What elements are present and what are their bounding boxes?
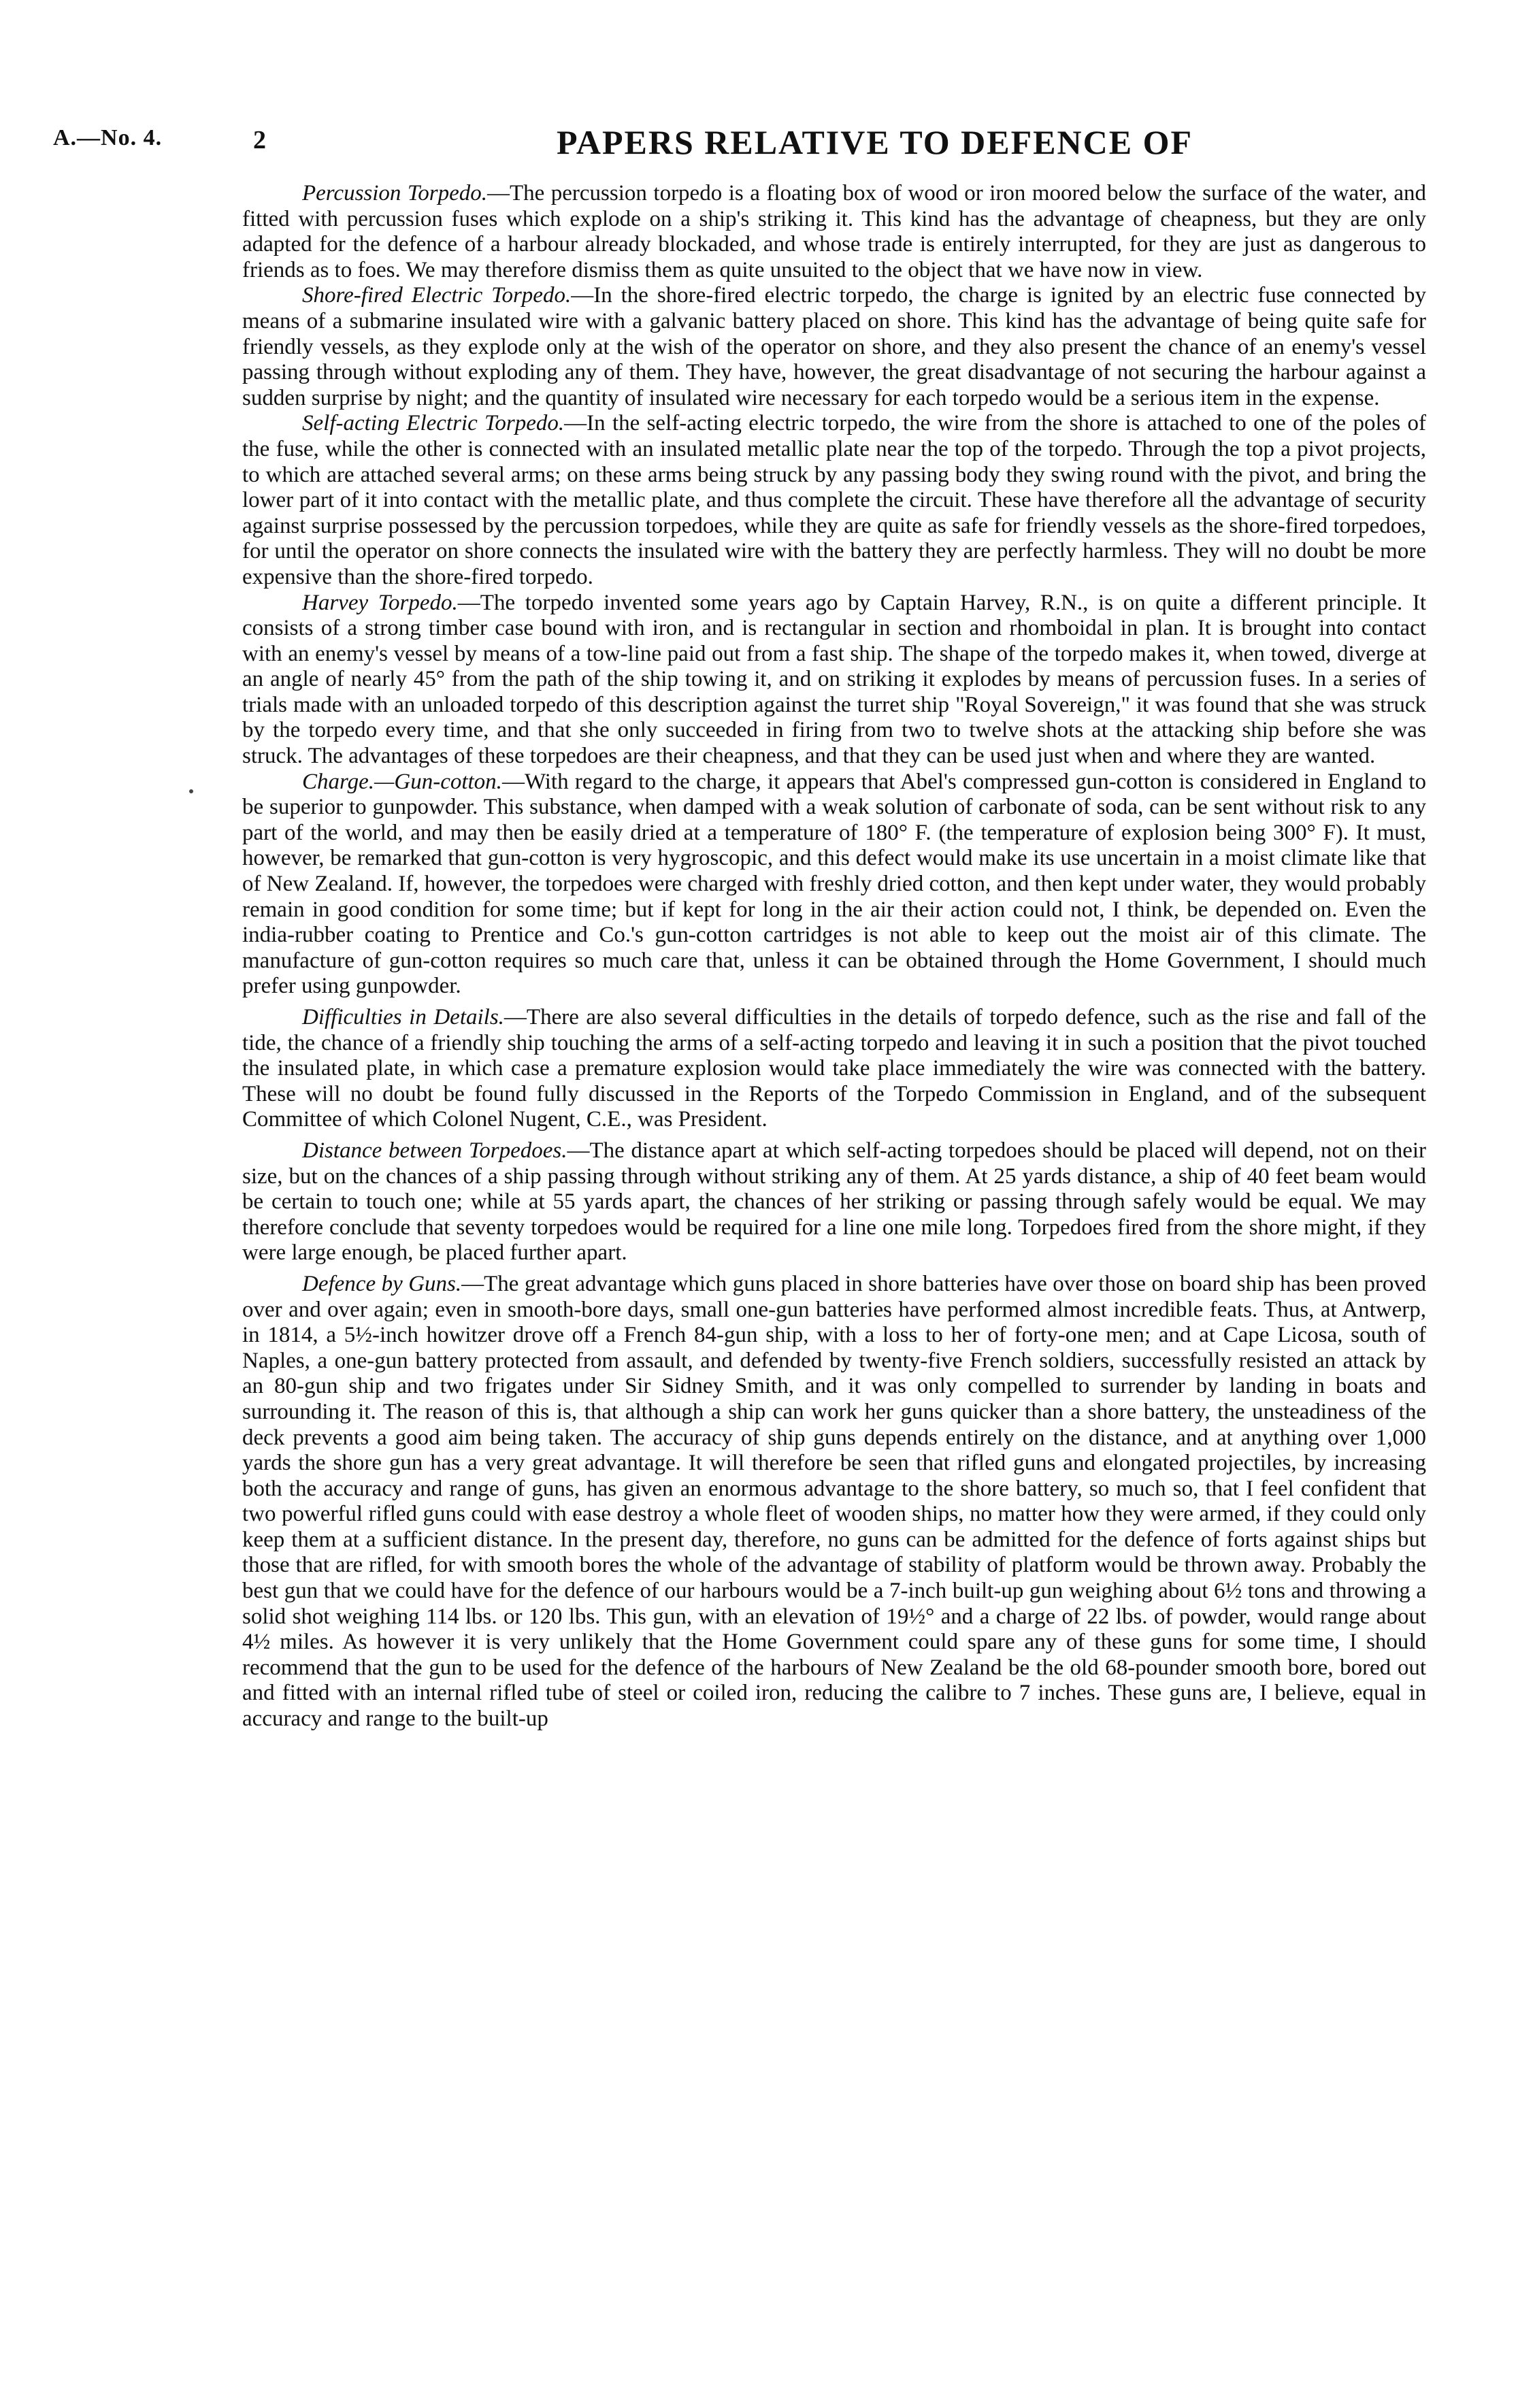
body-text [242, 181, 1426, 1732]
paragraph-text: —In the self-acting electric torpedo, the wire from the shore is attached to one of the poles of the fuse, while the other is connected with an insulated metallic plate near the top of the torpedo. Through the top a pivot projects, to which are attached several arms; on these arms being struck by any passing body they swing round with the pivot, and bring the lower part of it into contact with the metallic plate, and thus complete the circuit. These have therefore all the advantage of security against surprise possessed by the percussion torpedoes, while they are quite as safe for friendly vessels as the shore-fired torpedoes, for until the operator on shore connects the insulated wire with the battery they are perfectly harmless. They will no doubt be more expensive than the shore-fired torpedo. [242, 411, 1426, 589]
paragraph-distance-between-torpedoes [242, 1138, 1426, 1266]
paragraph-text: —In the shore-fired electric torpedo, the charge is ignited by an electric fuse connected by means of a submarine insulated wire with a galvanic battery placed on shore. This kind has the advantage of being quite safe for friendly vessels, as they explode only at the wish of the operator on shore, and they also present the chance of an enemy's vessel passing through without exploding any of them. They have, however, the great disadvantage of not securing the harbour against a sudden surprise by night; and the quantity of insulated wire necessary for each torpedo would be a serious item in the expense. [242, 283, 1426, 410]
paragraph-heading: Defence by Guns. [302, 1271, 462, 1296]
margin-mark [189, 789, 193, 793]
paragraph-self-acting-torpedo [242, 411, 1426, 590]
paragraph-text: —The distance apart at which self-acting torpedoes should be placed will depend, not on their size, but on the chances of a ship passing through without striking any of them. At 25 yards distance, a ship of 40 feet beam would be certain to touch one; while at 55 yards apart, the chances of her striking or passing through safely would be equal. We may therefore conclude that seventy torpedoes would be required for a line one mile long. Torpedoes fired from the shore might, if they were large enough, be placed further apart. [242, 1138, 1426, 1266]
paragraph-text: —The percussion torpedo is a floating box of wood or iron moored below the surface of the water, and fitted with percussion fuses which explode on a ship's striking it. This kind has the advantage of cheapness, but they are only adapted for the defence of a harbour already blockaded, and whose trade is entirely interrupted, for they are just as dangerous to friends as to foes. We may therefore dismiss them as quite unsuited to the object that we have now in view. [242, 181, 1426, 282]
paragraph-shore-fired-torpedo [242, 283, 1426, 411]
paragraph-text: —The great advantage which guns placed in shore batteries have over those on board ship has been proved over and over again; even in smooth-bore days, small one-gun batteries have performed almost incredible feats. Thus, at Antwerp, in 1814, a 5½-inch howitzer drove off a French 84-gun ship, with a loss to her of forty-one men; and at Cape Licosa, south of Naples, a one-gun battery protected from assault, and defended by twenty-five French soldiers, successfully resisted an attack by an 80-gun ship and two frigates under Sir Sidney Smith, and it was only compelled to surrender by landing in boats and surrounding it. The reason of this is, that although a ship can work her guns quicker than a shore battery, the unsteadiness of the deck prevents a good aim being taken. The accuracy of ship guns depends entirely on the distance, and at anything over 1,000 yards the shore gun has a very great advantage. It will therefore be seen that rifled guns and elongated projectiles, by increasing both the accuracy and range of guns, has given an enormous advantage to the shore battery, so much so, that I feel confident that two powerful rifled guns could with ease destroy a whole fleet of wooden ships, no matter how they were armed, if they could only keep them at a sufficient distance. In the present day, therefore, no guns can be admitted for the defence of forts against ships but those that are rifled, for with smooth bores the whole of the advantage of stability of platform would be thrown away. Probably the best gun that we could have for the defence of our harbours would be a 7-inch built-up gun weighing about 6½ tons and throwing a solid shot weighing 114 lbs. or 120 lbs. This gun, with an elevation of 19½° and a charge of 22 lbs. of powder, would range about 4½ miles. As however it is very unlikely that the Home Government could spare any of these guns for some time, I should recommend that the gun to be used for the defence of the harbours of New Zealand be the old 68-pounder smooth bore, bored out and fitted with an internal rifled tube of steel or coiled iron, reducing the calibre to 7 inches. These guns are, I believe, equal in accuracy and range to the built-up [242, 1271, 1426, 1732]
paragraph-heading: Harvey Torpedo. [302, 590, 458, 615]
paragraph-charge-gun-cotton [242, 770, 1426, 1000]
paragraph-text: —With regard to the charge, it appears that Abel's compressed gun-cotton is considered in England to be superior to gunpowder. This substance, when damped with a weak solution of carbonate of soda, can be sent without risk to any part of the world, and may then be easily dried at a temperature of 180° F. (the temperature of explosion being 300° F). It must, however, be remarked that gun-cotton is very hygroscopic, and this defect would make its use uncertain in a moist climate like that of New Zealand. If, however, the torpedoes were charged with freshly dried cotton, and then kept under water, they would probably remain in good condition for some time; but if kept for long in the air their action could not, I think, be depended on. Even the india-rubber coating to Prentice and Co.'s gun-cotton cartridges is not able to keep out the moist air of this climate. The manufacture of gun-cotton requires so much care that, unless it can be obtained through the Home Government, I should much prefer using gunpowder. [242, 769, 1426, 999]
paragraph-difficulties [242, 1005, 1426, 1133]
page-number: 2 [253, 126, 266, 154]
running-title: PAPERS RELATIVE TO DEFENCE OF [557, 123, 1193, 161]
paragraph-percussion-torpedo [242, 181, 1426, 283]
paragraph-heading: Distance between Torpedoes. [302, 1138, 567, 1163]
paragraph-heading: Charge.—Gun-cotton. [302, 769, 502, 794]
page-header [53, 120, 1475, 169]
paragraph-heading: Shore-fired Electric Torpedo. [302, 283, 572, 308]
paragraph-heading: Difficulties in Details. [302, 1005, 504, 1029]
paragraph-text: —The torpedo invented some years ago by Captain Harvey, R.N., is on quite a different principle. It consists of a strong timber case bound with iron, and is rectangular in section and rhomboidal in plan. It is brought into contact with an enemy's vessel by means of a tow-line paid out from a fast ship. The shape of the torpedo makes it, when towed, diverge at an angle of nearly 45° from the path of the ship towing it, and on striking it explodes by means of percussion fuses. In a series of trials made with an unloaded torpedo of this description against the turret ship "Royal Sovereign," it was found that she was struck by the torpedo every time, and that she only succeeded in firing from two to twelve shots at the attacking ship before she was struck. The advantages of these torpedoes are their cheapness, and that they can be used just when and where they are wanted. [242, 590, 1426, 769]
paragraph-defence-by-guns [242, 1272, 1426, 1732]
paragraph-text: —There are also several difficulties in the details of torpedo defence, such as the rise and fall of the tide, the chance of a friendly ship touching the arms of a self-acting torpedo and leaving it in such a position that the pivot touched the insulated plate, in which case a premature explosion would take place immediately the wire was connected with the battery. These will no doubt be found fully discussed in the Reports of the Torpedo Commission in England, and of the subsequent Committee of which Colonel Nugent, C.E., was President. [242, 1005, 1426, 1132]
paragraph-heading: Percussion Torpedo. [302, 181, 487, 205]
paragraph-heading: Self-acting Electric Torpedo. [302, 411, 565, 436]
document-reference: A.—No. 4. [53, 125, 163, 150]
paragraph-harvey-torpedo [242, 591, 1426, 770]
